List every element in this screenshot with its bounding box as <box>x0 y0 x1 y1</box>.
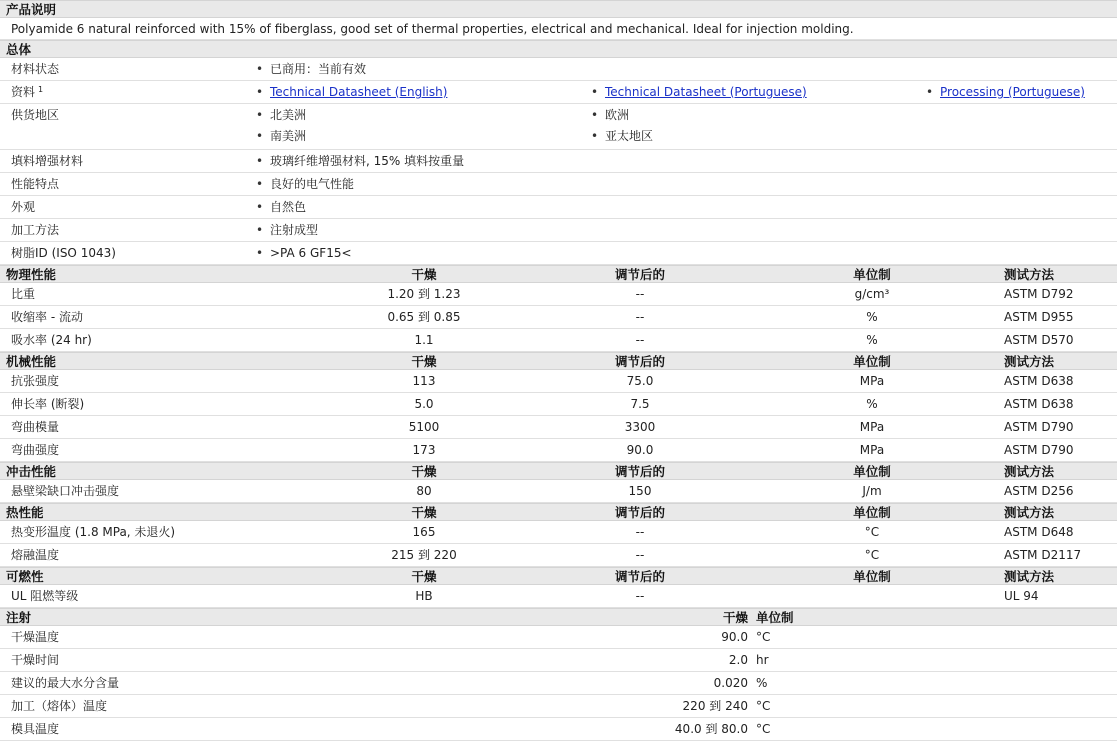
column-header-dry: 干燥 <box>411 354 437 369</box>
section-title: 物理性能 <box>6 267 57 282</box>
property-row <box>0 480 1117 503</box>
injection-parameter: 模具温度 <box>11 722 60 736</box>
column-header-dry: 干燥 <box>411 464 437 479</box>
test-method: ASTM D256 <box>1004 484 1074 498</box>
injection-unit: °C <box>756 722 771 736</box>
supply-item: • 欧洲 <box>591 104 629 127</box>
supply-item: • 亚太地区 <box>591 125 653 148</box>
property-row <box>0 370 1117 393</box>
section-title: 总体 <box>6 42 32 57</box>
section-title: 可燃性 <box>6 569 44 584</box>
column-header-method: 测试方法 <box>1004 569 1055 584</box>
injection-unit: hr <box>756 653 769 667</box>
test-method: ASTM D2117 <box>1004 548 1082 562</box>
row-feature <box>0 173 1117 196</box>
resin-value: • >PA 6 GF15< <box>256 242 352 265</box>
property-name: 伸长率 (断裂) <box>11 397 85 411</box>
unit-value: MPa <box>859 443 885 457</box>
property-name: 熔融温度 <box>11 548 60 562</box>
injection-row <box>0 718 1117 741</box>
property-row <box>0 283 1117 306</box>
conditioned-value: 150 <box>628 484 652 498</box>
unit-value: MPa <box>859 374 885 388</box>
test-method: ASTM D792 <box>1004 287 1074 301</box>
test-method: ASTM D955 <box>1004 310 1074 324</box>
column-header-conditioned: 调节后的 <box>614 569 665 584</box>
dry-value: 5100 <box>408 420 440 434</box>
row-processing <box>0 219 1117 242</box>
column-header-unit: 单位制 <box>853 354 891 369</box>
unit-value: MPa <box>859 420 885 434</box>
column-header-dry: 干燥 <box>411 267 437 282</box>
injection-parameter: 干燥时间 <box>11 653 60 667</box>
doc-item <box>256 81 447 104</box>
footnote-marker: 1 <box>38 85 44 94</box>
conditioned-value: -- <box>635 525 645 539</box>
column-header-method: 测试方法 <box>1004 464 1055 479</box>
unit-value: °C <box>864 548 880 562</box>
dry-value: 80 <box>416 484 432 498</box>
column-header-conditioned: 调节后的 <box>614 267 665 282</box>
conditioned-value: -- <box>635 287 645 301</box>
injection-unit: °C <box>756 630 771 644</box>
row-docs <box>0 81 1117 104</box>
doc-item <box>926 81 1085 104</box>
property-row <box>0 544 1117 567</box>
row-supply <box>0 104 1117 150</box>
dry-value: 215 到 220 <box>391 548 457 562</box>
injection-value: 0.020 <box>713 676 748 690</box>
status-value: • 已商用：当前有效 <box>256 58 366 81</box>
injection-parameter: 干燥温度 <box>11 630 60 644</box>
unit-value: °C <box>864 525 880 539</box>
injection-row <box>0 649 1117 672</box>
section-header-general <box>0 40 1117 58</box>
property-name: 热变形温度 (1.8 MPa, 未退火) <box>11 525 176 539</box>
test-method: UL 94 <box>1004 589 1039 603</box>
property-sections <box>0 265 1117 608</box>
column-header-conditioned: 调节后的 <box>614 354 665 369</box>
conditioned-value: -- <box>635 333 645 347</box>
row-label: 性能特点 <box>11 177 60 191</box>
row-label: 外观 <box>11 200 36 214</box>
injection-unit: °C <box>756 699 771 713</box>
row-filler <box>0 150 1117 173</box>
property-row <box>0 521 1117 544</box>
dry-value: 113 <box>412 374 436 388</box>
test-method: ASTM D648 <box>1004 525 1074 539</box>
property-row <box>0 585 1117 608</box>
property-row <box>0 306 1117 329</box>
section-title: 机械性能 <box>6 354 57 369</box>
dry-value: 173 <box>412 443 436 457</box>
section-header-5 <box>0 567 1117 585</box>
property-name: 悬壁梁缺口冲击强度 <box>11 484 120 498</box>
section-title: 冲击性能 <box>6 464 57 479</box>
dry-value: 165 <box>412 525 436 539</box>
column-header-dry: 干燥 <box>411 569 437 584</box>
column-header-unit: 单位制 <box>853 569 891 584</box>
conditioned-value: 75.0 <box>626 374 654 388</box>
doc-link-processing[interactable]: Processing (Portuguese) <box>940 85 1085 99</box>
property-row <box>0 329 1117 352</box>
property-name: 收缩率 - 流动 <box>11 310 83 324</box>
unit-value: % <box>866 397 878 411</box>
unit-value: J/m <box>862 484 882 498</box>
conditioned-value: 7.5 <box>630 397 650 411</box>
column-header-method: 测试方法 <box>1004 505 1055 520</box>
injection-row <box>0 626 1117 649</box>
unit-value: % <box>866 333 878 347</box>
injection-parameter: 加工（熔体）温度 <box>11 699 108 713</box>
test-method: ASTM D570 <box>1004 333 1074 347</box>
section-header-product <box>0 0 1117 18</box>
property-row <box>0 416 1117 439</box>
processing-value: • 注射成型 <box>256 219 318 242</box>
filler-value: • 玻璃纤维增强材料, 15% 填料按重量 <box>256 150 464 173</box>
injection-row <box>0 695 1117 718</box>
row-label: 填料增强材料 <box>11 154 84 168</box>
injection-row <box>0 672 1117 695</box>
dry-value: 1.1 <box>414 333 434 347</box>
injection-value: 2.0 <box>728 653 748 667</box>
column-header-dry: 干燥 <box>411 505 437 520</box>
doc-link-english[interactable]: Technical Datasheet (English) <box>270 85 448 99</box>
property-name: 弯曲模量 <box>11 420 60 434</box>
row-label: 材料状态 <box>11 62 60 76</box>
doc-link-portuguese[interactable]: Technical Datasheet (Portuguese) <box>605 85 807 99</box>
dry-value: 0.65 到 0.85 <box>387 310 461 324</box>
conditioned-value: -- <box>635 310 645 324</box>
column-header-conditioned: 调节后的 <box>614 464 665 479</box>
column-header-method: 测试方法 <box>1004 354 1055 369</box>
section-title: 注射 <box>6 610 32 625</box>
injection-unit: % <box>756 676 768 690</box>
injection-rows <box>0 626 1117 741</box>
dry-value: HB <box>415 589 433 603</box>
row-appearance <box>0 196 1117 219</box>
test-method: ASTM D790 <box>1004 420 1074 434</box>
dry-value: 1.20 到 1.23 <box>387 287 461 301</box>
product-description: Polyamide 6 natural reinforced with 15% of fiberglass, good set of thermal properties, electrical and mechanical. Ideal for injection molding. <box>0 18 1117 40</box>
conditioned-value: 90.0 <box>626 443 654 457</box>
dry-value: 5.0 <box>414 397 434 411</box>
section-header-4 <box>0 503 1117 521</box>
column-header-unit: 单位制 <box>853 267 891 282</box>
property-row <box>0 393 1117 416</box>
appearance-value: • 自然色 <box>256 196 306 219</box>
injection-value: 90.0 <box>721 630 748 644</box>
section-header-1 <box>0 265 1117 283</box>
property-name: UL 阻燃等级 <box>11 589 79 603</box>
property-row <box>0 439 1117 462</box>
column-header-dry: 干燥 <box>722 610 748 625</box>
supply-item: • 南美洲 <box>256 125 306 148</box>
conditioned-value: -- <box>635 589 645 603</box>
property-name: 比重 <box>11 287 36 301</box>
doc-item <box>591 81 807 104</box>
test-method: ASTM D790 <box>1004 443 1074 457</box>
injection-value: 40.0 到 80.0 <box>674 722 748 736</box>
section-header-2 <box>0 352 1117 370</box>
section-header-3 <box>0 462 1117 480</box>
injection-value: 220 到 240 <box>682 699 748 713</box>
conditioned-value: -- <box>635 548 645 562</box>
row-label: 加工方法 <box>11 223 60 237</box>
column-header-unit: 单位制 <box>853 464 891 479</box>
column-header-unit: 单位制 <box>853 505 891 520</box>
conditioned-value: 3300 <box>624 420 656 434</box>
row-resin <box>0 242 1117 265</box>
section-title: 产品说明 <box>6 2 57 17</box>
row-status <box>0 58 1117 81</box>
column-header-unit: 单位制 <box>756 610 794 625</box>
section-title: 热性能 <box>6 505 44 520</box>
column-header-conditioned: 调节后的 <box>614 505 665 520</box>
test-method: ASTM D638 <box>1004 397 1074 411</box>
row-label: 树脂ID (ISO 1043) <box>11 246 116 260</box>
section-header-injection <box>0 608 1117 626</box>
unit-value: g/cm³ <box>854 287 890 301</box>
property-name: 抗张强度 <box>11 374 60 388</box>
supply-item: • 北美洲 <box>256 104 306 127</box>
property-name: 吸水率 (24 hr) <box>11 333 92 347</box>
unit-value: % <box>866 310 878 324</box>
test-method: ASTM D638 <box>1004 374 1074 388</box>
injection-parameter: 建议的最大水分含量 <box>11 676 120 690</box>
row-label: 供货地区 <box>11 108 60 122</box>
feature-value: • 良好的电气性能 <box>256 173 354 196</box>
row-label: 资料 $^1$ <box>11 85 44 99</box>
column-header-method: 测试方法 <box>1004 267 1055 282</box>
property-name: 弯曲强度 <box>11 443 60 457</box>
